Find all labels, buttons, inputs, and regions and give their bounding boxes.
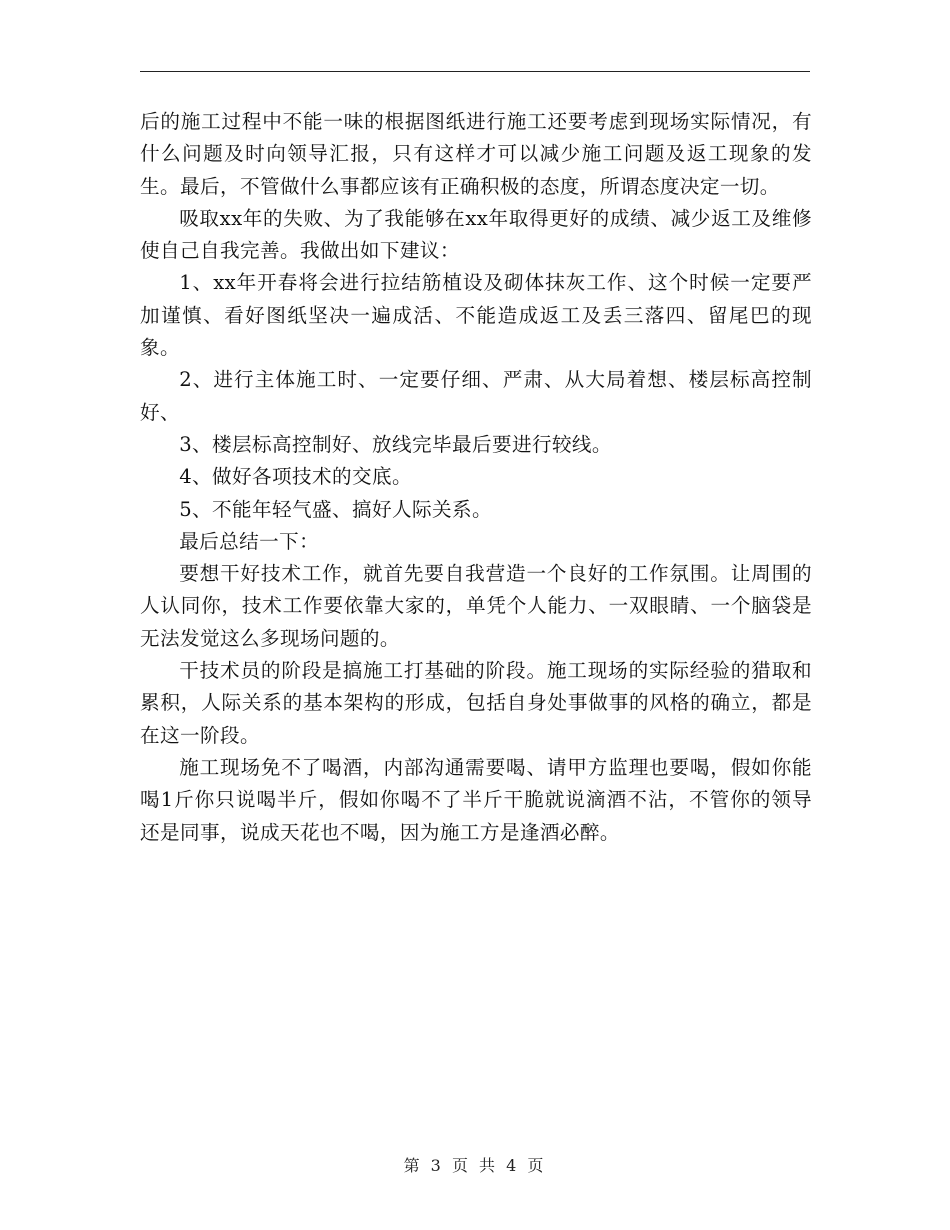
paragraph: 干技术员的阶段是搞施工打基础的阶段。施工现场的实际经验的猎取和累积，人际关系的基本架构的形成，包括自身处事做事的风格的确立，都是在这一阶段。	[140, 659, 812, 747]
paragraph: 4、做好各项技术的交底。	[179, 465, 412, 489]
paragraph: 后的施工过程中不能一味的根据图纸进行施工还要考虑到现场实际情况，有什么问题及时向领导汇报，只有这样才可以减少施工问题及返工现象的发生。最后，不管做什么事都应该有正确积极的态度，所谓态度决定一切。	[140, 110, 812, 198]
paragraph: 3、楼层标高控制好、放线完毕最后要进行较线。	[179, 432, 612, 456]
page-number-footer: 第 3 页 共 4 页	[403, 1156, 547, 1175]
paragraph: 1、xx年开春将会进行拉结筋植设及砌体抹灰工作、这个时候一定要严加谨慎、看好图纸坚决一遍成活、不能造成返工及丢三落四、留尾巴的现象。	[140, 271, 812, 360]
paragraph: 2、进行主体施工时、一定要仔细、严肃、从大局着想、楼层标高控制好、	[140, 368, 812, 424]
paragraph: 最后总结一下：	[179, 529, 320, 553]
paragraph: 施工现场免不了喝酒，内部沟通需要喝、请甲方监理也要喝，假如你能喝1斤你只说喝半斤，假如你喝不了半斤干脆就说滴酒不沾，不管你的领导还是同事，说成天花也不喝，因为施工方是逢酒必醉。	[140, 755, 812, 844]
header-rule	[140, 71, 810, 72]
document-body	[140, 106, 812, 849]
paragraph: 要想干好技术工作，就首先要自我营造一个良好的工作氛围。让周围的人认同你，技术工作要依靠大家的，单凭个人能力、一双眼睛、一个脑袋是无法发觉这么多现场问题的。	[140, 562, 812, 650]
paragraph: 5、不能年轻气盛、搞好人际关系。	[179, 497, 492, 521]
paragraph: 吸取xx年的失败、为了我能够在xx年取得更好的成绩、减少返工及维修使自己自我完善。我做出如下建议：	[140, 206, 812, 263]
